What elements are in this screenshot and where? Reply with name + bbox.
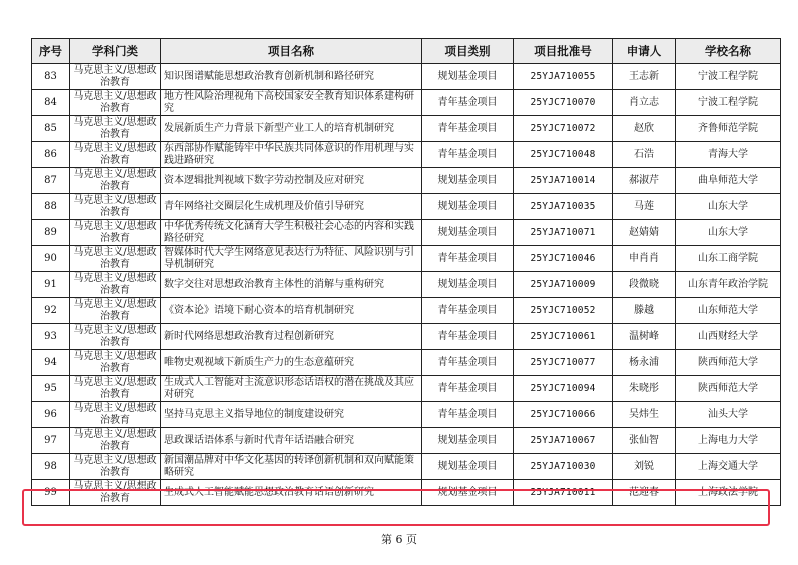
table-row [32,376,781,402]
cell-approval-number: 25YJC710072 [514,116,613,142]
cell-school: 汕头大学 [676,402,781,428]
cell-school: 陕西师范大学 [676,350,781,376]
cell-subject: 马克思主义/思想政治教育 [70,376,161,402]
cell-school: 青海大学 [676,142,781,168]
cell-subject: 马克思主义/思想政治教育 [70,142,161,168]
cell-applicant: 吴炜生 [613,402,676,428]
cell-title: 生成式人工智能赋能思想政治教育话语创新研究 [161,480,422,506]
cell-approval-number: 25YJC710061 [514,324,613,350]
cell-type: 青年基金项目 [422,324,514,350]
cell-approval-number: 25YJA710014 [514,168,613,194]
cell-applicant: 杨永浦 [613,350,676,376]
cell-no: 86 [32,142,70,168]
cell-no: 85 [32,116,70,142]
header-subject: 学科门类 [70,39,161,64]
cell-type: 规划基金项目 [422,428,514,454]
cell-type: 规划基金项目 [422,220,514,246]
cell-subject: 马克思主义/思想政治教育 [70,194,161,220]
cell-school: 山东师范大学 [676,298,781,324]
cell-approval-number: 25YJA710055 [514,64,613,90]
table-row [32,246,781,272]
cell-approval-number: 25YJA710035 [514,194,613,220]
cell-type: 青年基金项目 [422,90,514,116]
cell-applicant: 石浩 [613,142,676,168]
cell-subject: 马克思主义/思想政治教育 [70,350,161,376]
cell-no: 95 [32,376,70,402]
cell-applicant: 滕越 [613,298,676,324]
cell-no: 83 [32,64,70,90]
cell-no: 88 [32,194,70,220]
table-row [32,402,781,428]
cell-title: 发展新质生产力背景下新型产业工人的培育机制研究 [161,116,422,142]
cell-approval-number: 25YJC710094 [514,376,613,402]
cell-type: 规划基金项目 [422,272,514,298]
cell-school: 山西财经大学 [676,324,781,350]
cell-applicant: 刘锐 [613,454,676,480]
cell-title: 唯物史观视域下新质生产力的生态意蕴研究 [161,350,422,376]
cell-applicant: 郝淑芹 [613,168,676,194]
cell-subject: 马克思主义/思想政治教育 [70,246,161,272]
cell-title: 地方性风险治理视角下高校国家安全教育知识体系建构研究 [161,90,422,116]
cell-title: 东西部协作赋能铸牢中华民族共同体意识的作用机理与实践进路研究 [161,142,422,168]
cell-title: 中华优秀传统文化涵育大学生积极社会心态的内容和实践路径研究 [161,220,422,246]
cell-type: 青年基金项目 [422,402,514,428]
cell-no: 87 [32,168,70,194]
cell-subject: 马克思主义/思想政治教育 [70,298,161,324]
cell-school: 山东青年政治学院 [676,272,781,298]
cell-applicant: 范迎春 [613,480,676,506]
cell-subject: 马克思主义/思想政治教育 [70,220,161,246]
cell-type: 青年基金项目 [422,142,514,168]
cell-type: 青年基金项目 [422,376,514,402]
cell-school: 宁波工程学院 [676,90,781,116]
cell-subject: 马克思主义/思想政治教育 [70,454,161,480]
cell-title: 知识图谱赋能思想政治教育创新机制和路径研究 [161,64,422,90]
page-footer: 第 6 页 [381,533,417,546]
cell-approval-number: 25YJC710070 [514,90,613,116]
table-row [32,324,781,350]
cell-title: 新时代网络思想政治教育过程创新研究 [161,324,422,350]
cell-school: 上海交通大学 [676,454,781,480]
cell-approval-number: 25YJA710009 [514,272,613,298]
header-title: 项目名称 [161,39,422,64]
table-row [32,194,781,220]
cell-title: 青年网络社交圈层化生成机理及价值引导研究 [161,194,422,220]
cell-approval-number: 25YJA710030 [514,454,613,480]
cell-subject: 马克思主义/思想政治教育 [70,168,161,194]
cell-applicant: 段微晓 [613,272,676,298]
cell-school: 山东工商学院 [676,246,781,272]
table-row [32,480,781,506]
cell-approval-number: 25YJC710052 [514,298,613,324]
cell-school: 曲阜师范大学 [676,168,781,194]
cell-approval-number: 25YJC710048 [514,142,613,168]
cell-applicant: 肖立志 [613,90,676,116]
header-no: 序号 [32,39,70,64]
cell-type: 青年基金项目 [422,116,514,142]
cell-no: 93 [32,324,70,350]
table-row [32,220,781,246]
table-row [32,116,781,142]
cell-applicant: 温树峰 [613,324,676,350]
cell-type: 规划基金项目 [422,194,514,220]
table-row [32,350,781,376]
cell-no: 97 [32,428,70,454]
cell-applicant: 赵婧婧 [613,220,676,246]
cell-applicant: 王志新 [613,64,676,90]
cell-type: 规划基金项目 [422,168,514,194]
cell-no: 90 [32,246,70,272]
cell-no: 94 [32,350,70,376]
cell-school: 宁波工程学院 [676,64,781,90]
cell-subject: 马克思主义/思想政治教育 [70,480,161,506]
table-row [32,142,781,168]
cell-no: 91 [32,272,70,298]
cell-subject: 马克思主义/思想政治教育 [70,64,161,90]
cell-school: 山东大学 [676,220,781,246]
cell-school: 上海政法学院 [676,480,781,506]
cell-applicant: 张仙智 [613,428,676,454]
cell-no: 98 [32,454,70,480]
cell-type: 青年基金项目 [422,298,514,324]
cell-type: 规划基金项目 [422,480,514,506]
cell-no: 89 [32,220,70,246]
cell-title: 生成式人工智能对主流意识形态话语权的潜在挑战及其应对研究 [161,376,422,402]
cell-approval-number: 25YJC710046 [514,246,613,272]
table-row [32,272,781,298]
cell-school: 上海电力大学 [676,428,781,454]
table-row [32,90,781,116]
cell-type: 青年基金项目 [422,350,514,376]
cell-no: 96 [32,402,70,428]
cell-school: 陕西师范大学 [676,376,781,402]
cell-approval-number: 25YJC710066 [514,402,613,428]
table-row [32,454,781,480]
cell-applicant: 申肖肖 [613,246,676,272]
cell-subject: 马克思主义/思想政治教育 [70,116,161,142]
cell-school: 山东大学 [676,194,781,220]
cell-no: 99 [32,480,70,506]
header-type: 项目类别 [422,39,514,64]
cell-subject: 马克思主义/思想政治教育 [70,272,161,298]
table-row [32,168,781,194]
header-approval: 项目批准号 [514,39,613,64]
cell-title: 《资本论》语境下耐心资本的培育机制研究 [161,298,422,324]
cell-no: 84 [32,90,70,116]
cell-title: 思政课话语体系与新时代青年话语融合研究 [161,428,422,454]
header-school: 学校名称 [676,39,781,64]
cell-subject: 马克思主义/思想政治教育 [70,428,161,454]
cell-subject: 马克思主义/思想政治教育 [70,90,161,116]
cell-approval-number: 25YJC710077 [514,350,613,376]
cell-type: 规划基金项目 [422,64,514,90]
table-row [32,428,781,454]
table-body [32,64,781,506]
table-row [32,64,781,90]
project-table [31,38,781,506]
cell-subject: 马克思主义/思想政治教育 [70,402,161,428]
cell-type: 青年基金项目 [422,246,514,272]
cell-applicant: 马莲 [613,194,676,220]
header-applicant: 申请人 [613,39,676,64]
cell-type: 规划基金项目 [422,454,514,480]
cell-applicant: 朱晓彤 [613,376,676,402]
cell-subject: 马克思主义/思想政治教育 [70,324,161,350]
cell-approval-number: 25YJA710071 [514,220,613,246]
cell-title: 坚持马克思主义指导地位的制度建设研究 [161,402,422,428]
table-header-row [32,39,781,64]
cell-title: 智媒体时代大学生网络意见表达行为特征、风险识别与引导机制研究 [161,246,422,272]
cell-no: 92 [32,298,70,324]
cell-applicant: 赵欣 [613,116,676,142]
cell-approval-number: 25YJA710011 [514,480,613,506]
cell-title: 新国潮品牌对中华文化基因的转译创新机制和双向赋能策略研究 [161,454,422,480]
cell-approval-number: 25YJA710067 [514,428,613,454]
cell-title: 数字交往对思想政治教育主体性的消解与重构研究 [161,272,422,298]
cell-title: 资本逻辑批判视域下数字劳动控制及应对研究 [161,168,422,194]
cell-school: 齐鲁师范学院 [676,116,781,142]
table-row [32,298,781,324]
